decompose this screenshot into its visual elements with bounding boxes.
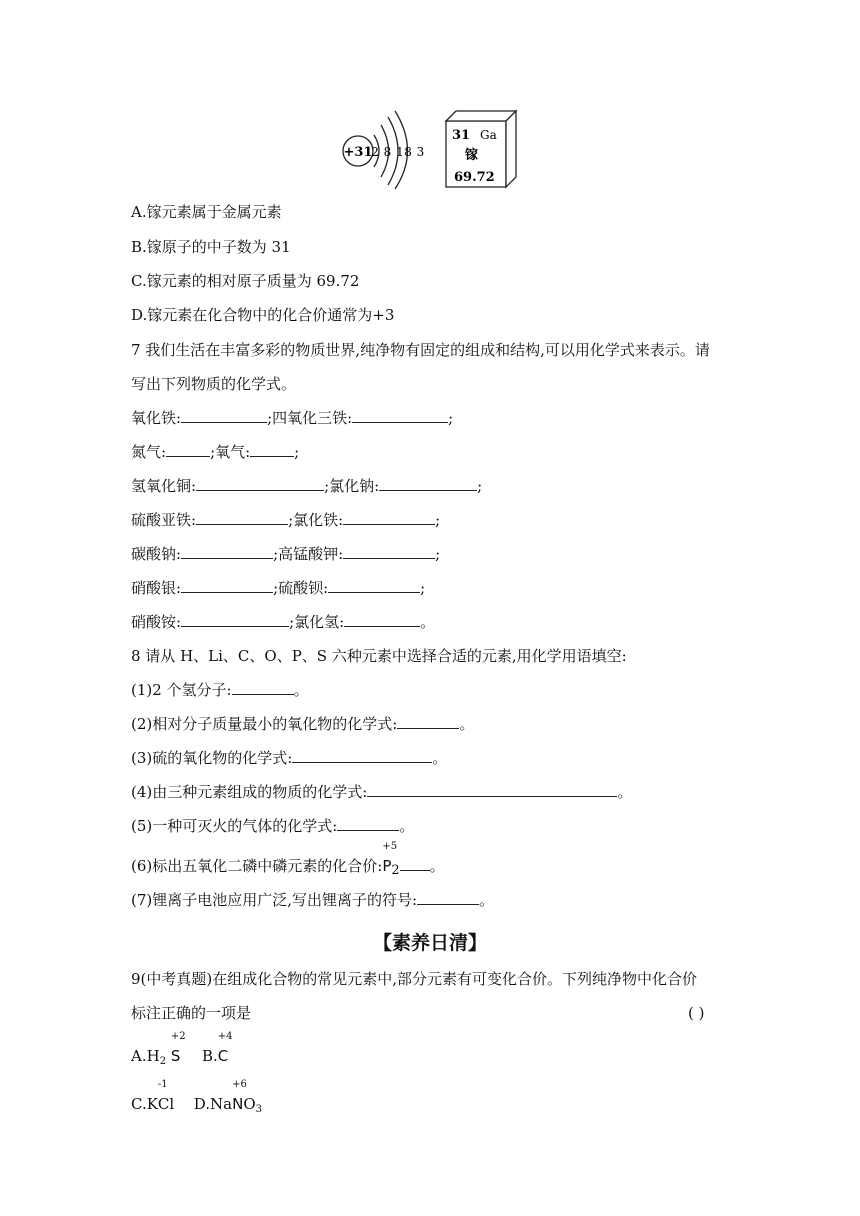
option-text: O xyxy=(243,1095,256,1113)
electron-shells: 2 8 18 3 xyxy=(371,145,425,159)
q7-label: 氮气: xyxy=(131,443,167,461)
answer-blank[interactable] xyxy=(181,612,289,627)
valence-marked-symbol xyxy=(170,1031,186,1066)
q9-option-a[interactable] xyxy=(131,1031,186,1067)
valence-marked-symbol xyxy=(382,841,398,876)
answer-blank[interactable] xyxy=(367,782,617,797)
answer-blank[interactable] xyxy=(232,680,294,695)
punct: 。 xyxy=(420,613,436,631)
answer-blank[interactable] xyxy=(181,578,273,593)
element-symbol: C xyxy=(217,1047,229,1065)
punct: ; xyxy=(448,409,454,427)
q7-row-6 xyxy=(131,578,425,598)
q9-option-c[interactable] xyxy=(131,1079,175,1113)
subscript: 2 xyxy=(159,1056,167,1067)
punct: ; xyxy=(294,443,300,461)
answer-blank[interactable] xyxy=(400,856,430,871)
q7-row-3 xyxy=(131,476,482,496)
valence-label: +4 xyxy=(217,1031,233,1042)
q9-options-row-2 xyxy=(131,1079,263,1120)
answer-blank[interactable] xyxy=(352,408,448,423)
valence-label: -1 xyxy=(157,1079,168,1090)
q7-row-2 xyxy=(131,442,299,462)
nucleus-charge: +31 xyxy=(343,145,373,160)
q7-label: ;高锰酸钾: xyxy=(273,545,344,563)
punct: 。 xyxy=(617,783,633,801)
answer-blank[interactable] xyxy=(181,544,273,559)
q8-part-7 xyxy=(131,890,494,910)
answer-blank[interactable] xyxy=(397,714,459,729)
q7-label: ;氯化铁: xyxy=(288,511,344,529)
answer-parentheses[interactable]: ( ) xyxy=(688,1004,705,1022)
element-symbol: N xyxy=(232,1095,244,1113)
punct: ; xyxy=(435,511,441,529)
q8-label: (4)由三种元素组成的物质的化学式: xyxy=(131,783,368,801)
q6-option-a: A.镓元素属于金属元素 xyxy=(131,203,282,221)
element-name: 镓 xyxy=(465,148,479,163)
answer-blank[interactable] xyxy=(292,748,432,763)
valence-label: +2 xyxy=(170,1031,186,1042)
valence-label: +5 xyxy=(382,841,398,852)
punct: 。 xyxy=(432,749,448,767)
subscript: 2 xyxy=(391,863,400,878)
punct: 。 xyxy=(293,681,309,699)
valence-marked-symbol xyxy=(157,1079,175,1114)
punct: 。 xyxy=(399,817,415,835)
q7-label: 氢氧化铜: xyxy=(131,477,197,495)
punct: 。 xyxy=(459,715,475,733)
q9-stem-line2: 标注正确的一项是 xyxy=(131,1004,252,1022)
q9-options-row-1 xyxy=(131,1031,233,1072)
option-text: C.K xyxy=(131,1095,158,1113)
q8-label: (6)标出五氧化二磷中磷元素的化合价: xyxy=(131,857,383,875)
option-text: A.H xyxy=(131,1047,160,1065)
q7-label: ;氯化钠: xyxy=(324,477,380,495)
answer-blank[interactable] xyxy=(343,510,435,525)
q7-stem-line2: 写出下列物质的化学式。 xyxy=(131,375,297,393)
answer-blank[interactable] xyxy=(166,442,210,457)
punct: 。 xyxy=(429,857,445,875)
valence-label: +6 xyxy=(232,1079,247,1090)
answer-blank[interactable] xyxy=(344,612,420,627)
answer-blank[interactable] xyxy=(196,476,324,491)
atomic-number: 31 xyxy=(452,128,471,143)
element-symbol: S xyxy=(170,1047,181,1065)
q7-label: 硝酸铵: xyxy=(131,613,182,631)
answer-blank[interactable] xyxy=(250,442,294,457)
element-symbol: Ga xyxy=(480,128,497,142)
q7-label: ;氯化氢: xyxy=(289,613,345,631)
punct: 。 xyxy=(479,891,495,909)
q8-stem: 8 请从 H、Li、C、O、P、S 六种元素中选择合适的元素,用化学用语填空: xyxy=(131,647,627,665)
valence-marked-symbol xyxy=(217,1031,233,1066)
q7-row-4 xyxy=(131,510,440,530)
q8-label: (5)一种可灭火的气体的化学式: xyxy=(131,817,338,835)
gallium-figure xyxy=(330,105,530,190)
q6-option-b: B.镓原子的中子数为 31 xyxy=(131,238,291,256)
q8-label: (2)相对分子质量最小的氧化物的化学式: xyxy=(131,715,398,733)
q9-option-d[interactable] xyxy=(193,1079,263,1115)
q7-label: 硫酸亚铁: xyxy=(131,511,197,529)
element-symbol: P xyxy=(382,857,392,875)
atomic-mass: 69.72 xyxy=(454,170,495,185)
q7-label: ;氧气: xyxy=(210,443,251,461)
q8-part-4 xyxy=(131,782,632,802)
answer-blank[interactable] xyxy=(328,578,420,593)
q8-part-5 xyxy=(131,816,414,836)
option-text: B. xyxy=(201,1047,218,1065)
answer-blank[interactable] xyxy=(181,408,267,423)
q8-part-6 xyxy=(131,841,445,881)
periodic-table-cell xyxy=(446,111,516,187)
q8-part-1 xyxy=(131,680,309,700)
q7-label: 碳酸钠: xyxy=(131,545,182,563)
q7-label: ;硫酸钡: xyxy=(273,579,329,597)
answer-blank[interactable] xyxy=(196,510,288,525)
subscript: 3 xyxy=(255,1104,263,1115)
section-heading: 【素养日清】 xyxy=(372,932,487,954)
q9-stem-line1: 9(中考真题)在组成化合物的常见元素中,部分元素有可变化合价。下列纯净物中化合价 xyxy=(131,970,698,988)
q6-option-d: D.镓元素在化合物中的化合价通常为+3 xyxy=(131,306,395,324)
valence-marked-symbol xyxy=(232,1079,247,1114)
q7-row-7 xyxy=(131,612,435,632)
q6-option-c: C.镓元素的相对原子质量为 69.72 xyxy=(131,272,360,290)
answer-blank[interactable] xyxy=(417,890,479,905)
q7-row-1 xyxy=(131,408,453,428)
element-symbol: Cl xyxy=(157,1095,175,1113)
answer-blank[interactable] xyxy=(337,816,399,831)
q8-part-2 xyxy=(131,714,474,734)
punct: ; xyxy=(477,477,483,495)
q8-label: (1)2 个氢分子: xyxy=(131,681,232,699)
q7-label: ;四氧化三铁: xyxy=(267,409,353,427)
answer-blank[interactable] xyxy=(379,476,477,491)
option-text: D.Na xyxy=(193,1095,233,1113)
q8-label: (7)锂离子电池应用广泛,写出锂离子的符号: xyxy=(131,891,418,909)
q9-option-b[interactable] xyxy=(201,1031,233,1065)
q7-label: 硝酸银: xyxy=(131,579,182,597)
answer-blank[interactable] xyxy=(343,544,435,559)
q7-label: 氧化铁: xyxy=(131,409,182,427)
atom-structure-diagram xyxy=(343,111,425,189)
q7-row-5 xyxy=(131,544,440,564)
q8-label: (3)硫的氧化物的化学式: xyxy=(131,749,293,767)
punct: ; xyxy=(435,545,441,563)
q7-stem-line1: 7 我们生活在丰富多彩的物质世界,纯净物有固定的组成和结构,可以用化学式来表示。请 xyxy=(131,341,710,359)
q8-part-3 xyxy=(131,748,447,768)
punct: ; xyxy=(420,579,426,597)
